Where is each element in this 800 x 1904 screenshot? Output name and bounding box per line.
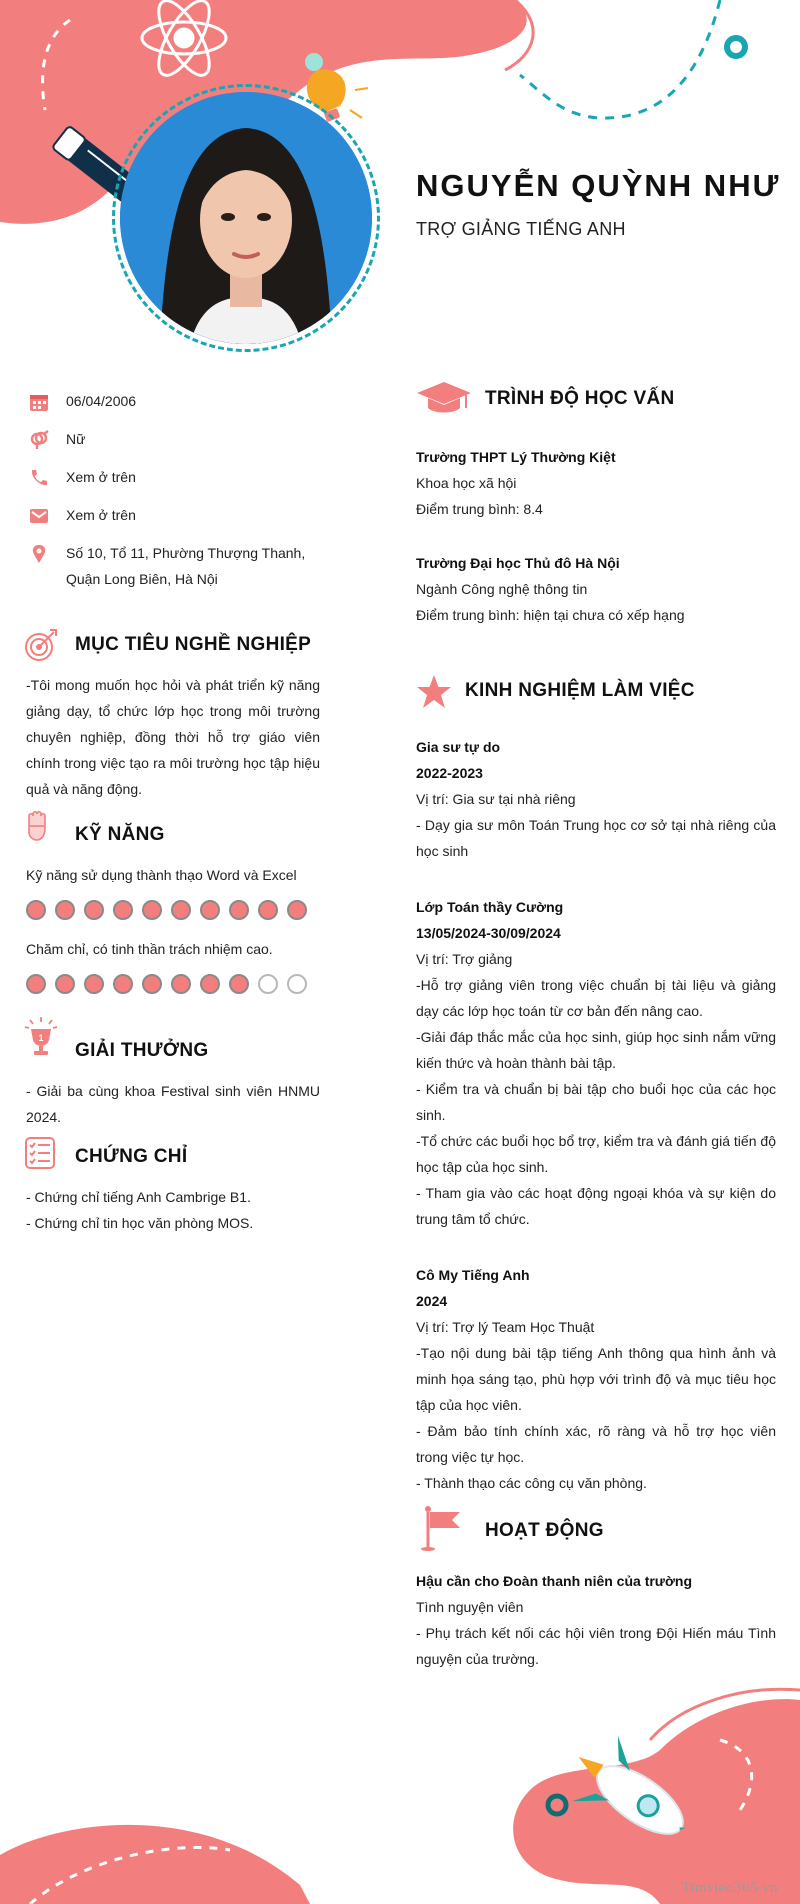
skill-rating-dot — [26, 900, 46, 920]
info-address — [28, 544, 318, 592]
job-entry-3 — [416, 1262, 776, 1496]
star-icon — [416, 674, 452, 710]
skills-title: KỸ NĂNG — [75, 824, 165, 845]
skill-rating-dot — [26, 974, 46, 994]
job-period: 13/05/2024-30/09/2024 — [416, 925, 561, 941]
skill-rating-dot — [113, 900, 133, 920]
skill-rating-dot — [258, 974, 278, 994]
raised-fist-icon — [24, 810, 50, 842]
flag-icon — [420, 1504, 464, 1552]
certificates-title: CHỨNG CHỈ — [75, 1146, 188, 1167]
profile-photo — [120, 92, 372, 344]
skill-rating-dot — [287, 900, 307, 920]
school-name: Trường THPT Lý Thường Kiệt — [416, 449, 616, 465]
skill-rating-dot — [171, 900, 191, 920]
job-detail: - Thành thạo các công cụ văn phòng. — [416, 1475, 647, 1491]
target-icon — [24, 628, 58, 662]
education-title: TRÌNH ĐỘ HỌC VẤN — [485, 388, 675, 409]
activities-title: HOẠT ĐỘNG — [485, 1520, 604, 1541]
job-detail: - Tham gia vào các hoạt động ngoại khóa và sự kiện do trung tâm tổ chức. — [416, 1185, 776, 1227]
career-goal-text: -Tôi mong muốn học hỏi và phát triển kỹ năng giảng dạy, tổ chức lớp học trong môi trường chuyên nghiệp, đồng thời hỗ trợ giáo viên chính trong việc tạo ra môi trường học tập hiệu quả và năng động. — [26, 677, 320, 797]
experience-title: KINH NGHIỆM LÀM VIỆC — [465, 680, 695, 701]
skill-rating-2 — [26, 974, 307, 994]
phone-icon — [28, 468, 50, 488]
certificate-item: - Chứng chỉ tin học văn phòng MOS. — [26, 1215, 254, 1231]
activity-entry — [416, 1568, 776, 1672]
job-period: 2024 — [416, 1293, 448, 1309]
certificate-item: - Chứng chỉ tiếng Anh Cambrige B1. — [26, 1189, 251, 1205]
job-detail: -Hỗ trợ giảng viên trong việc chuẩn bị tài liệu và giảng dạy các lớp học toán từ cơ bản đến nâng cao. — [416, 977, 776, 1019]
birthdate-text: 06/04/2006 — [66, 393, 137, 409]
skill-rating-dot — [229, 900, 249, 920]
school-gpa: Điểm trung bình: 8.4 — [416, 501, 543, 517]
job-detail: - Dạy gia sư môn Toán Trung học cơ sở tại nhà riêng của học sinh — [416, 817, 776, 859]
education-entry-1 — [416, 444, 776, 522]
job-company: Gia sư tự do — [416, 739, 501, 755]
school-major: Ngành Công nghệ thông tin — [416, 581, 588, 597]
job-detail: - Kiểm tra và chuẩn bị bài tập cho buổi học của các học sinh. — [416, 1081, 776, 1123]
activity-org: Hậu cần cho Đoàn thanh niên của trường — [416, 1573, 693, 1589]
certificate-list-icon — [24, 1136, 56, 1170]
skill-rating-dot — [55, 900, 75, 920]
career-goal-title: MỤC TIÊU NGHỀ NGHIỆP — [75, 634, 312, 655]
skill-name-2: Chăm chỉ, có tinh thần trách nhiệm cao. — [26, 941, 273, 957]
skill-rating-dot — [287, 974, 307, 994]
calendar-icon — [28, 392, 50, 412]
school-gpa: Điểm trung bình: hiện tại chưa có xếp hạng — [416, 607, 685, 623]
location-pin-icon — [28, 544, 50, 564]
job-position: Vị trí: Trợ giảng — [416, 951, 513, 967]
skill-name-1: Kỹ năng sử dụng thành thạo Word và Excel — [26, 867, 297, 883]
email-icon — [28, 506, 50, 526]
job-title: TRỢ GIẢNG TIẾNG ANH — [416, 219, 626, 239]
info-email — [28, 506, 136, 528]
certificates-list — [26, 1184, 320, 1236]
job-detail: -Giải đáp thắc mắc của học sinh, giúp học sinh nắm vững kiến thức và hoàn thành bài tập. — [416, 1029, 776, 1071]
job-period: 2022-2023 — [416, 765, 483, 781]
job-entry-2 — [416, 894, 776, 1232]
job-detail: -Tạo nội dung bài tập tiếng Anh thông qua hình ảnh và minh họa sáng tạo, phù hợp với trình độ và mục tiêu học tập của học viên. — [416, 1345, 776, 1413]
candidate-name: NGUYỄN QUỲNH NHƯ — [416, 168, 781, 203]
svg-text:1: 1 — [38, 1033, 44, 1043]
footer-decoration — [0, 1680, 800, 1904]
job-company: Lớp Toán thầy Cường — [416, 899, 564, 915]
skill-rating-dot — [229, 974, 249, 994]
activity-role: Tình nguyện viên — [416, 1599, 524, 1615]
skill-rating-dot — [258, 900, 278, 920]
skill-rating-dot — [55, 974, 75, 994]
job-detail: -Tổ chức các buổi học bổ trợ, kiểm tra và đánh giá tiến độ học tập của học sinh. — [416, 1133, 776, 1175]
skill-rating-dot — [200, 900, 220, 920]
skill-rating-dot — [171, 974, 191, 994]
info-gender — [28, 430, 85, 452]
gender-icon — [28, 430, 50, 450]
phone-text: Xem ở trên — [66, 469, 136, 485]
skill-rating-dot — [113, 974, 133, 994]
info-birthdate — [28, 392, 136, 414]
education-entry-2 — [416, 550, 776, 628]
address-text: Số 10, Tổ 11, Phường Thượng Thanh, Quận Long Biên, Hà Nội — [66, 545, 306, 587]
job-detail: - Đảm bảo tính chính xác, rõ ràng và hỗ trợ học viên trong việc tự học. — [416, 1423, 776, 1465]
awards-title: GIẢI THƯỞNG — [75, 1040, 209, 1061]
skill-rating-dot — [84, 900, 104, 920]
school-major: Khoa học xã hội — [416, 475, 517, 491]
skill-rating-dot — [142, 900, 162, 920]
activity-detail: - Phụ trách kết nối các hội viên trong Đội Hiến máu Tình nguyện của trường. — [416, 1625, 776, 1667]
skill-rating-dot — [84, 974, 104, 994]
job-position: Vị trí: Gia sư tại nhà riêng — [416, 791, 576, 807]
info-phone — [28, 468, 136, 490]
watermark: ∴ Timviec365.vn — [669, 1881, 778, 1896]
graduation-cap-icon — [416, 380, 472, 416]
job-entry-1 — [416, 734, 776, 864]
email-text: Xem ở trên — [66, 507, 136, 523]
gender-text: Nữ — [66, 431, 86, 447]
job-position: Vị trí: Trợ lý Team Học Thuật — [416, 1319, 595, 1335]
job-company: Cô My Tiếng Anh — [416, 1267, 530, 1283]
awards-text: - Giải ba cùng khoa Festival sinh viên HNMU 2024. — [26, 1083, 320, 1125]
skill-rating-1 — [26, 900, 307, 920]
school-name: Trường Đại học Thủ đô Hà Nội — [416, 555, 620, 571]
trophy-icon — [24, 1016, 58, 1056]
skill-rating-dot — [200, 974, 220, 994]
skill-rating-dot — [142, 974, 162, 994]
